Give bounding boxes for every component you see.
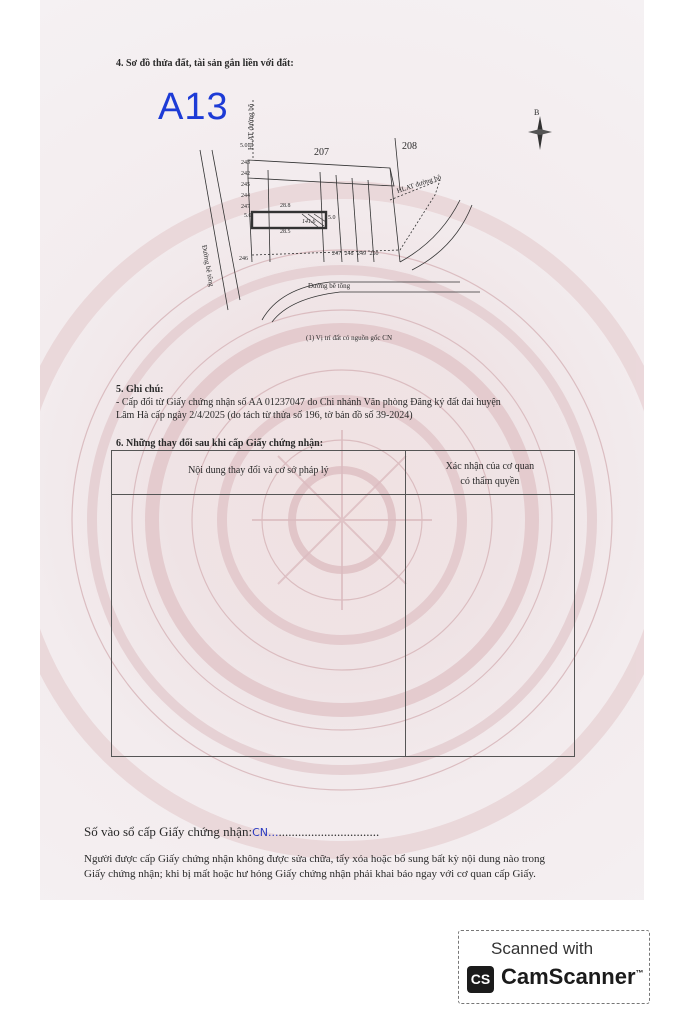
camscanner-badge [458,930,650,1004]
dim-top: 28.8 [280,203,291,209]
dim-right: 5.0 [328,215,336,221]
changes-table [111,450,575,757]
table-cell-confirmation [405,495,574,757]
note-line-1: - Cấp đổi từ Giấy chứng nhận số AA 01237047 do Chi nhánh Văn phòng Đăng ký đất đai huyện [116,397,501,408]
book-number-handwritten: CN... [252,826,279,839]
section-4-title: 4. Sơ đồ thửa đất, tài sản gắn liền với đất: [116,58,294,69]
parcel-number-207: 207 [314,147,329,158]
road-left-label: Đường bê tông [200,244,216,288]
parcel-number-208: 208 [402,141,417,152]
scanned-with-text: Scanned with [491,939,594,958]
camscanner-logo-icon: CS [467,966,494,993]
section-5-title: 5. Ghi chú: [116,384,164,395]
map-caption: (1) Vị trí đất có nguồn gốc CN [306,334,392,342]
parcel-area: 141.6 [302,219,316,225]
dist-top: 5.0 [240,143,248,149]
vertex-labels-left: 243 242 245 244 247 [241,160,250,210]
footer-note: Người được cấp Giấy chứng nhận không được sửa chữa, tẩy xóa hoặc bổ sung bất kỳ nội dung nào trong Giấy chứng nhận; khi bị mất hoặc hư hỏng Giấy chứng nhận phải khai báo ngay với cơ quan cấp Giấy. [84,853,546,880]
dim-bottom: 28.5 [280,229,291,235]
table-cell-content [112,495,406,757]
road-bottom-label: Đường bê tông [308,282,351,290]
note-line-2: Lâm Hà cấp ngày 2/4/2025 (do tách từ thửa số 196, tờ bản đồ số 39-2024) [116,410,413,421]
stamp-label: A13 [158,86,229,128]
book-number-line: Số vào sổ cấp Giấy chứng nhận:CN.................................. [84,824,380,839]
hlat-right-label: HLAT đường bộ [395,173,443,195]
vertex-labels-bottom: 247 248 249 250 [332,251,379,257]
section-6-title: 6. Những thay đổi sau khi cấp Giấy chứng nhận: [116,438,324,449]
hlat-vertical-label: HLAT đường bộ [247,103,255,150]
north-arrow-icon [526,106,554,158]
north-label: B [534,108,540,117]
vertex-label-246: 246 [239,256,248,262]
camscanner-brand: CamScanner™ [501,964,644,989]
dim-left: 5.0 [244,213,252,219]
column-header-content: Nội dung thay đổi và cơ sở pháp lý [112,451,406,495]
land-plot-map [40,0,644,360]
column-header-confirmation: Xác nhận của cơ quan có thẩm quyền [405,451,574,495]
